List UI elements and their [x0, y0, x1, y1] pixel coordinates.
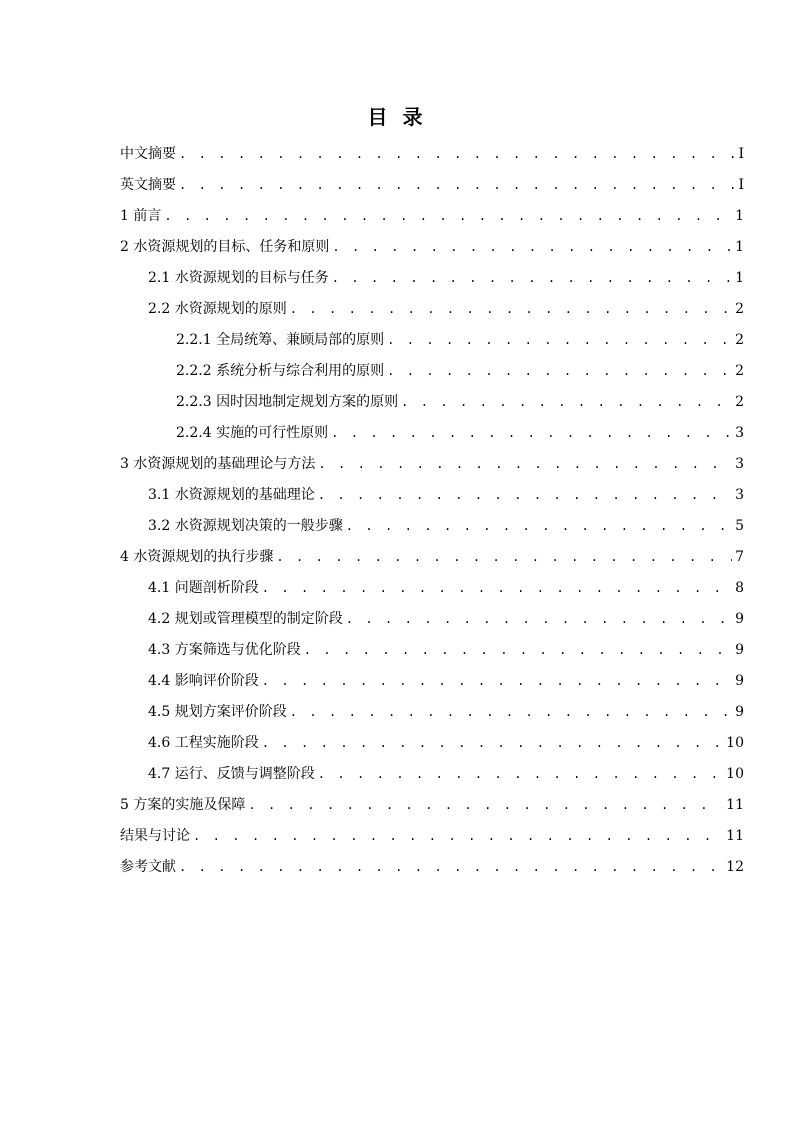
toc-entry[interactable] [120, 449, 744, 480]
toc-entry-label: 2.2.2 系统分析与综合利用的原则 [176, 363, 385, 379]
toc-entry-page-number: 1 [735, 270, 744, 286]
toc-dot-leader [248, 790, 723, 821]
toc-dot-leader [401, 387, 732, 418]
page-title: 目 录 [367, 105, 427, 129]
toc-entry-label: 参考文献 [120, 859, 176, 875]
toc-entry[interactable] [120, 697, 744, 728]
toc-entry-page-number: I [738, 146, 744, 162]
toc-dot-leader [262, 666, 732, 697]
toc-dot-leader [290, 697, 732, 728]
toc-entry-page-number: 3 [735, 487, 744, 503]
toc-entry[interactable] [120, 418, 744, 449]
toc-dot-leader [179, 139, 735, 170]
toc-dot-leader [179, 170, 735, 201]
toc-entry[interactable] [120, 666, 744, 697]
toc-entry-page-number: 2 [735, 363, 744, 379]
toc-entry[interactable] [120, 790, 744, 821]
toc-entry-page-number: 1 [735, 208, 744, 224]
toc-dot-leader [262, 573, 732, 604]
toc-entry[interactable] [120, 387, 744, 418]
toc-entry-label: 英文摘要 [120, 177, 176, 193]
toc-entry[interactable] [120, 294, 744, 325]
toc-entry-page-number: 9 [735, 704, 744, 720]
toc-entry[interactable] [120, 325, 744, 356]
toc-entry-page-number: 10 [726, 766, 744, 782]
toc-entry-label: 1 前言 [120, 208, 162, 224]
toc-entry-page-number: 9 [735, 673, 744, 689]
toc-entry-page-number: 12 [726, 859, 744, 875]
toc-entry[interactable] [120, 759, 744, 790]
toc-entry-label: 4.7 运行、反馈与调整阶段 [148, 766, 315, 782]
toc-entry-label: 5 方案的实施及保障 [120, 797, 246, 813]
table-of-contents [120, 139, 744, 883]
toc-entry[interactable] [120, 356, 744, 387]
toc-entry-label: 4.1 问题剖析阶段 [148, 580, 259, 596]
toc-entry[interactable] [120, 821, 744, 852]
toc-entry[interactable] [120, 728, 744, 759]
toc-entry-label: 中文摘要 [120, 146, 176, 162]
toc-entry-label: 2.2.3 因时因地制定规划方案的原则 [176, 394, 399, 410]
toc-dot-leader [332, 263, 732, 294]
toc-entry[interactable] [120, 542, 744, 573]
toc-entry-page-number: 2 [735, 332, 744, 348]
toc-entry-label: 4.2 规划或管理模型的制定阶段 [148, 611, 343, 627]
toc-entry[interactable] [120, 511, 744, 542]
toc-dot-leader [304, 635, 732, 666]
toc-entry-label: 4 水资源规划的执行步骤 [120, 549, 274, 565]
toc-entry-page-number: 11 [726, 828, 744, 844]
toc-entry[interactable] [120, 604, 744, 635]
toc-entry-label: 2.2.1 全局统筹、兼顾局部的原则 [176, 332, 385, 348]
toc-entry[interactable] [120, 232, 744, 263]
toc-entry-label: 2.1 水资源规划的目标与任务 [148, 270, 329, 286]
toc-dot-leader [387, 356, 732, 387]
toc-dot-leader [193, 821, 723, 852]
toc-entry-label: 4.4 影响评价阶段 [148, 673, 259, 689]
toc-dot-leader [331, 418, 732, 449]
toc-entry-page-number: 5 [735, 518, 744, 534]
toc-entry-page-number: 3 [735, 425, 744, 441]
toc-entry[interactable] [120, 170, 744, 201]
toc-entry-label: 4.5 规划方案评价阶段 [148, 704, 287, 720]
toc-entry-page-number: 1 [735, 239, 744, 255]
toc-entry-page-number: 2 [735, 301, 744, 317]
toc-entry-page-number: 2 [735, 394, 744, 410]
toc-entry[interactable] [120, 201, 744, 232]
toc-entry-label: 4.6 工程实施阶段 [148, 735, 259, 751]
toc-entry-page-number: 9 [735, 611, 744, 627]
toc-entry-page-number: 8 [735, 580, 744, 596]
toc-dot-leader [318, 449, 732, 480]
toc-dot-leader [164, 201, 732, 232]
toc-entry-page-number: 10 [726, 735, 744, 751]
toc-dot-leader [332, 232, 732, 263]
toc-entry-page-number: 7 [735, 549, 744, 565]
toc-dot-leader [262, 728, 723, 759]
toc-entry[interactable] [120, 573, 744, 604]
toc-entry-page-number: I [738, 177, 744, 193]
toc-entry-label: 2 水资源规划的目标、任务和原则 [120, 239, 330, 255]
toc-entry-label: 3.1 水资源规划的基础理论 [148, 487, 315, 503]
toc-entry-label: 2.2 水资源规划的原则 [148, 301, 287, 317]
toc-dot-leader [290, 294, 732, 325]
toc-entry-label: 3.2 水资源规划决策的一般步骤 [148, 518, 343, 534]
toc-dot-leader [346, 511, 732, 542]
toc-dot-leader [318, 480, 732, 511]
toc-dot-leader [318, 759, 723, 790]
toc-entry[interactable] [120, 480, 744, 511]
toc-entry-label: 4.3 方案筛选与优化阶段 [148, 642, 301, 658]
toc-dot-leader [346, 604, 732, 635]
toc-entry[interactable] [120, 852, 744, 883]
toc-entry[interactable] [120, 263, 744, 294]
toc-entry-label: 结果与讨论 [120, 828, 190, 844]
toc-entry-label: 2.2.4 实施的可行性原则 [176, 425, 329, 441]
toc-entry-page-number: 9 [735, 642, 744, 658]
toc-dot-leader [179, 852, 723, 883]
toc-entry-label: 3 水资源规划的基础理论与方法 [120, 456, 316, 472]
toc-entry-page-number: 3 [735, 456, 744, 472]
toc-entry-page-number: 11 [726, 797, 744, 813]
toc-entry[interactable] [120, 139, 744, 170]
toc-dot-leader [276, 542, 732, 573]
toc-dot-leader [387, 325, 732, 356]
toc-entry[interactable] [120, 635, 744, 666]
